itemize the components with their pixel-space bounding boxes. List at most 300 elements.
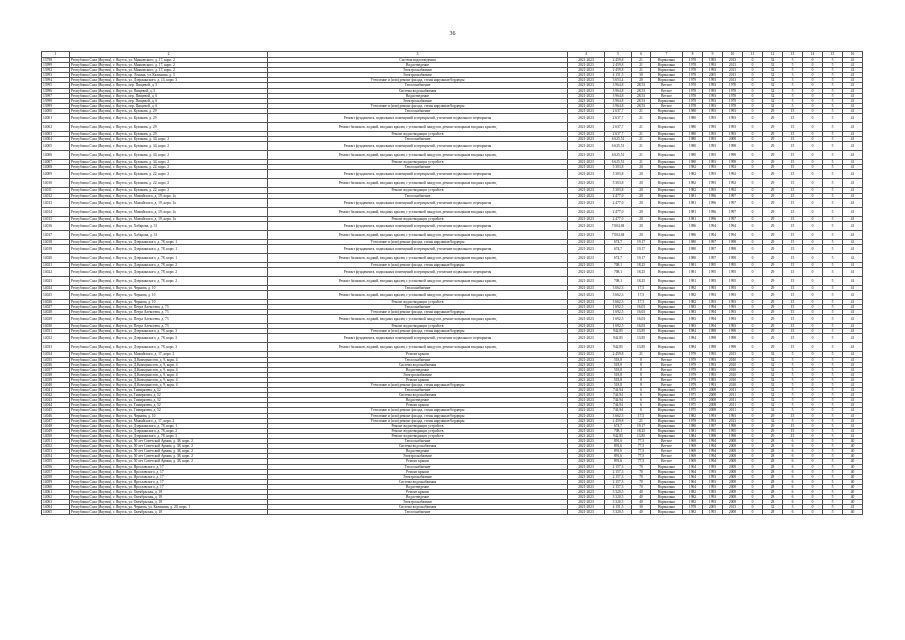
table-cell: 41 [843, 188, 863, 193]
table-cell: 0 [743, 352, 763, 357]
table-cell: 29 [763, 165, 783, 170]
table-cell: 41 [843, 334, 863, 343]
table-cell: 32 [763, 383, 783, 388]
table-cell: 1980 [683, 151, 703, 160]
work-type-cell: Ремонт водоотводящих устройств [268, 216, 568, 221]
work-type-cell: Теплоснабжение [268, 464, 568, 469]
table-cell: 5 [823, 423, 843, 428]
table-cell: 0 [743, 267, 763, 276]
table-cell: 1998 [723, 244, 743, 253]
row-id-cell: 14031 [42, 329, 70, 334]
table-cell: 1969 [683, 459, 703, 464]
table-cell: 1998 [703, 343, 723, 352]
table-cell: 1983 [683, 324, 703, 329]
table-cell: 15 [783, 299, 803, 304]
table-cell: 7 004,84 [605, 230, 632, 239]
table-cell: 1980 [683, 423, 703, 428]
table-cell: 41 [843, 221, 863, 230]
table-cell: 32 [763, 352, 783, 357]
table-cell: 0 [803, 403, 823, 408]
row-id-cell: 13994 [42, 78, 70, 83]
table-cell: 2021-2023 [568, 423, 605, 428]
table-cell: 15 [783, 142, 803, 151]
table-cell: 1975 [683, 403, 703, 408]
table-cell: 1998 [723, 253, 743, 262]
table-cell: 29 [763, 329, 783, 334]
table-cell: 744,94 [605, 398, 632, 403]
row-id-cell: 14026 [42, 299, 70, 304]
work-type-cell: Система водоснабжения [268, 505, 568, 510]
table-cell: Нормально [651, 418, 683, 423]
table-row [42, 221, 863, 230]
table-cell: 708,1 [605, 428, 632, 433]
table-cell: 20 [632, 216, 651, 221]
table-cell: 21 [632, 142, 651, 151]
table-cell: 5 [783, 88, 803, 93]
table-cell: 5 [823, 239, 843, 244]
table-cell: 41 [843, 98, 863, 103]
table-cell: 41 [843, 413, 863, 418]
table-cell: 5 [823, 403, 843, 408]
table-cell: 70 [632, 484, 651, 489]
work-type-cell: Теплоснабжение [268, 108, 568, 113]
table-cell: 5 [783, 352, 803, 357]
table-cell: 3 964,8 [605, 98, 632, 103]
table-row [42, 114, 863, 123]
table-cell: 5 [823, 142, 843, 151]
table-cell: 5 [823, 253, 843, 262]
work-type-cell: Теплоснабжение [268, 193, 568, 198]
table-cell: 1993 [703, 299, 723, 304]
table-cell: Нормально [651, 403, 683, 408]
table-cell: 0 [743, 377, 763, 382]
work-type-cell: Теплоснабжение [268, 305, 568, 310]
table-cell: 1993 [703, 495, 723, 500]
table-cell: 1993 [703, 352, 723, 357]
table-cell: 0 [743, 454, 763, 459]
table-cell: 4 151,5 [605, 73, 632, 78]
table-cell: 5 [823, 299, 843, 304]
table-cell: 5 [823, 444, 843, 449]
table-cell: Нормально [651, 474, 683, 479]
table-cell: Нормально [651, 484, 683, 489]
table-cell: 0 [803, 474, 823, 479]
row-id-cell: 14013 [42, 198, 70, 207]
table-cell: 1984 [683, 433, 703, 438]
table-cell: 2021-2023 [568, 334, 605, 343]
table-cell: 41 [843, 114, 863, 123]
table-cell: 15 [783, 193, 803, 198]
table-row [42, 142, 863, 151]
table-cell: 29 [763, 262, 783, 267]
table-cell: 29 [763, 114, 783, 123]
table-cell: Нормально [651, 63, 683, 68]
table-cell: 30 [632, 73, 651, 78]
table-cell: 0 [803, 469, 823, 474]
table-cell: 1978 [683, 68, 703, 73]
table-cell: Нормально [651, 58, 683, 63]
column-number: 6 [632, 52, 651, 58]
table-cell: Нормально [651, 123, 683, 132]
address-cell: Республика Саха (Якутия), г. Якутск, ул. Дзержинского, д. 78, корп. 1 [70, 253, 268, 262]
table-cell: 2008 [723, 484, 743, 489]
table-cell: 1993 [703, 510, 723, 515]
table-cell: Ветхое [651, 383, 683, 388]
table-cell: 41 [843, 198, 863, 207]
row-id-cell: 14004 [42, 137, 70, 142]
table-cell: 1980 [683, 137, 703, 142]
row-id-cell: 14060 [42, 484, 70, 489]
table-cell: 29 [763, 198, 783, 207]
table-cell: 41 [843, 63, 863, 68]
row-id-cell: 14052 [42, 444, 70, 449]
table-cell: 1993 [703, 98, 723, 103]
table-cell: 5 303,8 [605, 165, 632, 170]
table-cell: 6 [783, 510, 803, 515]
table-cell: 6 [632, 408, 651, 413]
table-cell: 0 [803, 108, 823, 113]
table-cell: 32 [763, 93, 783, 98]
table-cell: 0 [743, 142, 763, 151]
table-cell: 1982 [683, 495, 703, 500]
table-cell: 41 [843, 88, 863, 93]
table-cell: 1993 [703, 377, 723, 382]
table-cell: 5 [823, 73, 843, 78]
address-cell: Республика Саха (Якутия), г. Якутск, ул. Кулакова, д. 29 [70, 132, 268, 137]
column-number: 5 [605, 52, 632, 58]
table-cell: 0 [743, 230, 763, 239]
table-cell: 1993 [703, 132, 723, 137]
address-cell: Республика Саха (Якутия), г. Якутск, ул. Маяковского, д. 17, корп. 2 [70, 58, 268, 63]
table-cell: 2021-2023 [568, 207, 605, 216]
table-cell: 5 [823, 315, 843, 324]
table-cell: 1983 [683, 315, 703, 324]
table-cell: 70 [632, 479, 651, 484]
table-cell: 6 [783, 500, 803, 505]
table-cell: 1994 [703, 315, 723, 324]
table-cell: 18,25 [632, 267, 651, 276]
work-type-cell: Ремонт фундамента, подвальных помещений и перекрытий, утепление подвального перекрытия [268, 170, 568, 179]
table-cell: 5 [823, 98, 843, 103]
table-cell: 0 [743, 367, 763, 372]
table-cell: 2013 [723, 68, 743, 73]
table-cell: 1993 [723, 114, 743, 123]
table-cell: 1997 [723, 198, 743, 207]
table-cell: 8 [632, 377, 651, 382]
table-cell: 1978 [683, 83, 703, 88]
table-cell: Ветхое [651, 83, 683, 88]
table-cell: 29 [763, 216, 783, 221]
table-row [42, 207, 863, 216]
table-cell: 6 [783, 495, 803, 500]
table-cell: Нормально [651, 433, 683, 438]
table-cell: 6 [783, 464, 803, 469]
table-cell: 41 [843, 428, 863, 433]
table-cell: 1995 [703, 428, 723, 433]
table-row [42, 315, 863, 324]
table-cell: Нормально [651, 165, 683, 170]
table-cell: 2008 [723, 459, 743, 464]
table-cell: 15 [783, 276, 803, 285]
row-id-cell: 14053 [42, 449, 70, 454]
table-cell: 1964 [683, 474, 703, 479]
table-cell: 30 [632, 505, 651, 510]
table-cell: 41 [843, 68, 863, 73]
table-cell: 0 [803, 160, 823, 165]
table-cell: 29 [763, 334, 783, 343]
table-cell: 5 [823, 108, 843, 113]
address-cell: Республика Саха (Якутия), г. Якутск, ул. Дзержинского, д. 78, корп. 2 [70, 262, 268, 267]
work-type-cell: Ремонт балконов, лоджий, входных крылец с установкой пандусов, ремонт козырьков входных крылец [268, 179, 568, 188]
table-cell: 32 [763, 83, 783, 88]
table-cell: 1993 [723, 413, 743, 418]
address-cell: Республика Саха (Якутия), г. Якутск, ул. Д.Коммунистов, д. 9, корп. 4 [70, 383, 268, 388]
table-cell: 5 [783, 68, 803, 73]
table-cell: 17,5 [632, 285, 651, 290]
table-cell: 1993 [703, 108, 723, 113]
table-cell: 41 [843, 357, 863, 362]
table-cell: 1992 [723, 179, 743, 188]
work-type-cell: Ремонт водоотводящих устройств [268, 132, 568, 137]
table-cell: 2021-2023 [568, 73, 605, 78]
row-id-cell: 14056 [42, 464, 70, 469]
table-cell: 1978 [723, 103, 743, 108]
table-cell: 2021-2023 [568, 276, 605, 285]
row-id-cell: 14027 [42, 305, 70, 310]
work-type-cell: Система водоснабжения [268, 362, 568, 367]
work-type-cell: Теплоснабжение [268, 357, 568, 362]
work-type-cell: Электроснабжение [268, 68, 568, 73]
table-cell: Нормально [651, 408, 683, 413]
work-type-cell: Электроснабжение [268, 500, 568, 505]
table-cell: Нормально [651, 352, 683, 357]
table-cell: 5 [783, 367, 803, 372]
address-cell: Республика Саха (Якутия), г. Якутск, ул. 50 лет Советской Армии, д. 38, корп. 2 [70, 444, 268, 449]
table-cell: 0 [803, 170, 823, 179]
table-cell: 29 [763, 142, 783, 151]
table-cell: 0 [803, 123, 823, 132]
table-cell: 1993 [723, 108, 743, 113]
table-cell: Нормально [651, 151, 683, 160]
row-id-cell: 14035 [42, 357, 70, 362]
table-cell: 41 [843, 108, 863, 113]
row-id-cell: 14012 [42, 193, 70, 198]
table-cell: 518,8 [605, 372, 632, 377]
table-cell: 0 [743, 198, 763, 207]
table-cell: 0 [803, 428, 823, 433]
table-cell: 1980 [683, 244, 703, 253]
table-cell: 0 [803, 239, 823, 244]
work-type-cell: Утепление и (или) ремонт фасада, стены наружные/бордюры [268, 310, 568, 315]
work-type-cell: Ремонт водоотводящих устройств [268, 299, 568, 304]
table-cell: 2021-2023 [568, 239, 605, 244]
table-cell: 20 [632, 165, 651, 170]
work-type-cell: Ремонт водоотводящих устройств [268, 428, 568, 433]
address-cell: Республика Саха (Якутия), г. Якутск, ул. Кулакова, д. 22, корп. 2 [70, 165, 268, 170]
row-id-cell: 14039 [42, 377, 70, 382]
table-cell: Ветхое [651, 454, 683, 459]
table-cell: 1982 [683, 510, 703, 515]
table-cell: 2010 [723, 383, 743, 388]
table-cell: 0 [803, 63, 823, 68]
row-id-cell: 14001 [42, 114, 70, 123]
table-cell: 2005 [703, 505, 723, 510]
work-type-cell: Ремонт водоотводящих устройств [268, 160, 568, 165]
table-cell: 2 459,8 [605, 68, 632, 73]
column-number: 8 [683, 52, 703, 58]
address-cell: Республика Саха (Якутия), г. Якутск, ул. Дзержинского, д. 78, корп. 2 [70, 276, 268, 285]
table-cell: 2021-2023 [568, 398, 605, 403]
table-cell: 1993 [723, 132, 743, 137]
table-cell: 1993 [723, 305, 743, 310]
column-number: 11 [743, 52, 763, 58]
table-cell: 20 [632, 78, 651, 83]
address-cell: Республика Саха (Якутия), г. Якутск, ул. Ярославского, д. 17 [70, 469, 268, 474]
work-type-cell: Ремонт крыши [268, 403, 568, 408]
table-cell: 2021-2023 [568, 418, 605, 423]
table-cell: 5 [823, 310, 843, 315]
table-cell: 2 637,7 [605, 108, 632, 113]
table-cell: 0 [803, 489, 823, 494]
table-cell: Нормально [651, 398, 683, 403]
table-cell: 2 477,0 [605, 193, 632, 198]
table-cell: 20 [632, 188, 651, 193]
table-cell: 2021-2023 [568, 388, 605, 393]
table-cell: 0 [743, 114, 763, 123]
table-cell: 2 459,8 [605, 63, 632, 68]
table-cell: Нормально [651, 160, 683, 165]
table-cell: Нормально [651, 170, 683, 179]
table-cell: 6 [783, 479, 803, 484]
table-cell: 891,6 [605, 454, 632, 459]
table-cell: 28 [763, 500, 783, 505]
address-cell: Республика Саха (Якутия), г. Якутск, ул. Тимирязева, д. 52 [70, 388, 268, 393]
table-cell: 0 [803, 334, 823, 343]
table-cell: 41 [843, 179, 863, 188]
row-id-cell: 14064 [42, 505, 70, 510]
table-cell: 1980 [683, 253, 703, 262]
table-cell: 5 [823, 88, 843, 93]
table-cell: 1979 [683, 372, 703, 377]
table-cell: 2021-2023 [568, 216, 605, 221]
table-cell: 29 [763, 423, 783, 428]
table-cell: 5 [783, 393, 803, 398]
address-cell: Республика Саха (Якутия), г. Якутск, ул. Кулакова, д. 22, корп. 2 [70, 170, 268, 179]
table-cell: 0 [743, 63, 763, 68]
row-id-cell: 14024 [42, 285, 70, 290]
row-id-cell: 14032 [42, 334, 70, 343]
table-cell: 5 [823, 165, 843, 170]
table-cell: 2008 [723, 495, 743, 500]
table-cell: 1993 [703, 500, 723, 505]
row-id-cell: 14005 [42, 142, 70, 151]
table-cell: 1978 [683, 418, 703, 423]
table-cell: 6 [632, 403, 651, 408]
table-cell: 0 [743, 244, 763, 253]
table-cell: 2 637,7 [605, 114, 632, 123]
work-type-cell: Утепление и (или) ремонт фасада, стены наружные/бордюры [268, 383, 568, 388]
address-cell: Республика Саха (Якутия), г. Якутск, ул. Д.Коммунистов, д. 9, корп. 4 [70, 367, 268, 372]
table-cell: 29 [763, 299, 783, 304]
table-cell: 5 [783, 383, 803, 388]
table-cell: 1995 [703, 267, 723, 276]
table-cell: 15 [783, 216, 803, 221]
table-cell: 1982 [683, 299, 703, 304]
table-cell: 5 [823, 170, 843, 179]
table-cell: 0 [803, 290, 823, 299]
table-cell: 5 [823, 343, 843, 352]
table-cell: 1997 [723, 193, 743, 198]
table-cell: 5 [783, 357, 803, 362]
table-cell: 15 [783, 132, 803, 137]
address-cell: Республика Саха (Якутия), г. Якутск, ул. Кулакова, д. 34, корп. 2 [70, 137, 268, 142]
table-cell: 518,8 [605, 377, 632, 382]
table-cell: 891,6 [605, 444, 632, 449]
table-cell: 891,6 [605, 459, 632, 464]
table-cell: Ветхое [651, 367, 683, 372]
table-cell: 15 [783, 137, 803, 142]
column-number: 3 [268, 52, 568, 58]
table-cell: 1994 [703, 221, 723, 230]
table-cell: 2011 [723, 388, 743, 393]
table-cell: 0 [803, 253, 823, 262]
table-cell: 1964 [683, 479, 703, 484]
row-id-cell: 13798 [42, 58, 70, 63]
table-cell: 0 [743, 310, 763, 315]
address-cell: Республика Саха (Якутия), г. Якутск, ул. Хабарова, д. 31 [70, 230, 268, 239]
table-cell: 41 [843, 418, 863, 423]
row-id-cell: 14017 [42, 230, 70, 239]
column-number: 4 [568, 52, 605, 58]
table-cell: 41 [843, 362, 863, 367]
table-cell: 0 [743, 253, 763, 262]
table-cell: 2021-2023 [568, 495, 605, 500]
table-cell: 1993 [723, 324, 743, 329]
table-cell: 0 [803, 305, 823, 310]
table-cell: 5 [823, 78, 843, 83]
work-type-cell: Теплоснабжение [268, 137, 568, 142]
table-cell: 5 [823, 58, 843, 63]
table-cell: 32 [763, 372, 783, 377]
row-id-cell: 14040 [42, 383, 70, 388]
table-row [42, 179, 863, 188]
table-cell: 0 [803, 454, 823, 459]
table-cell: 15 [783, 290, 803, 299]
table-cell: 28,53 [632, 88, 651, 93]
table-cell: 0 [803, 267, 823, 276]
table-cell: 2021-2023 [568, 433, 605, 438]
table-cell: 2 157,3 [605, 479, 632, 484]
table-cell: 1964 [683, 469, 703, 474]
table-cell: 28 [763, 479, 783, 484]
table-cell: 15 [783, 329, 803, 334]
row-id-cell: 14030 [42, 324, 70, 329]
work-type-cell: Ремонт крыши [268, 377, 568, 382]
table-cell: 28 [763, 439, 783, 444]
table-cell: 0 [803, 343, 823, 352]
table-cell: 41 [843, 132, 863, 137]
row-id-cell: 14009 [42, 170, 70, 179]
table-cell: 0 [743, 83, 763, 88]
table-cell: 41 [843, 377, 863, 382]
table-cell: 0 [743, 479, 763, 484]
table-cell: 29 [763, 193, 783, 198]
table-cell: 5 303,8 [605, 170, 632, 179]
table-cell: 0 [803, 510, 823, 515]
table-cell: 28 [763, 464, 783, 469]
table-cell: 2021-2023 [568, 244, 605, 253]
table-cell: 5 [823, 489, 843, 494]
